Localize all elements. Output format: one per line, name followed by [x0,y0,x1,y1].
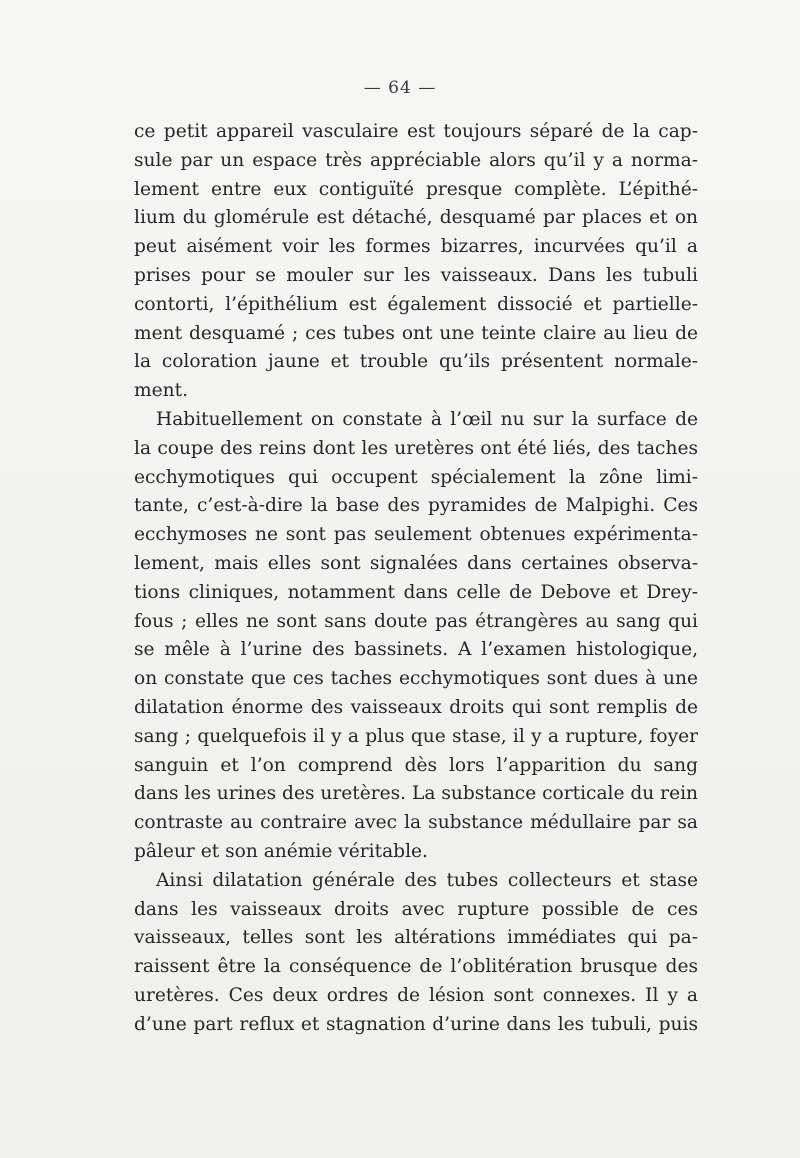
text-line: ecchymoses ne sont pas seulement obtenues expérimenta- [134,524,698,546]
text-line: raissent être la conséquence de l’oblitération brusque des [134,956,698,978]
text-line: uretères. Ces deux ordres de lésion sont connexes. Il y a [134,984,698,1006]
text-line: ment desquamé ; ces tubes ont une teinte claire au lieu de [134,322,698,344]
text-line: Ainsi dilatation générale des tubes collecteurs et stase [156,869,698,891]
paragraph-2 [134,406,698,867]
text-line: dans les vaisseaux droits avec rupture possible de ces [134,898,698,920]
text-line: pâleur et son anémie véritable. [134,840,428,862]
body-text [134,118,698,1040]
text-line: peut aisément voir les formes bizarres, incurvées qu’il a [134,236,698,258]
paragraph-3 [134,867,698,1040]
text-line: fous ; elles ne sont sans doute pas étrangères au sang qui [134,610,698,632]
text-line: contraste au contraire avec la substance médullaire par sa [134,812,698,834]
text-line: sanguin et l’on comprend dès lors l’apparition du sang [134,754,698,776]
text-line: sule par un espace très appréciable alors qu’il y a norma- [134,149,698,171]
text-line: tante, c’est-à-dire la base des pyramides de Malpighi. Ces [134,495,698,517]
text-line: lement entre eux contiguïté presque complète. L’épithé- [134,178,698,200]
text-line: dilatation énorme des vaisseaux droits qui sont remplis de [134,696,698,718]
text-line: la coupe des reins dont les uretères ont été liés, des taches [134,437,698,459]
text-line: lement, mais elles sont signalées dans certaines observa- [134,552,698,574]
text-line: ce petit appareil vasculaire est toujours séparé de la cap- [134,121,698,142]
text-line: on constate que ces taches ecchymotiques sont dues à une [134,668,698,690]
text-line: prises pour se mouler sur les vaisseaux. Dans les tubuli [134,264,698,286]
text-line: vaisseaux, telles sont les altérations immédiates qui pa- [134,927,698,949]
text-line: ment. [134,380,188,402]
text-line: se mêle à l’urine des bassinets. A l’examen histologique, [134,639,698,661]
text-line: la coloration jaune et trouble qu’ils présentent normale- [134,351,698,373]
text-line: contorti, l’épithélium est également dissocié et partielle- [134,293,698,315]
text-line: Habituellement on constate à l’œil nu sur la surface de [156,408,698,430]
text-line: ecchymotiques qui occupent spécialement la zône limi- [134,466,698,488]
text-line: lium du glomérule est détaché, desquamé par places et on [134,207,698,229]
text-line: d’une part reflux et stagnation d’urine dans les tubuli, puis [134,1013,698,1035]
page-number: — 64 — [363,78,437,98]
text-line: dans les urines des uretères. La substance corticale du rein [134,783,698,805]
paragraph-1 [134,118,698,406]
text-line: sang ; quelquefois il y a plus que stase, il y a rupture, foyer [134,725,698,747]
text-line: tions cliniques, notamment dans celle de Debove et Drey- [134,581,698,603]
